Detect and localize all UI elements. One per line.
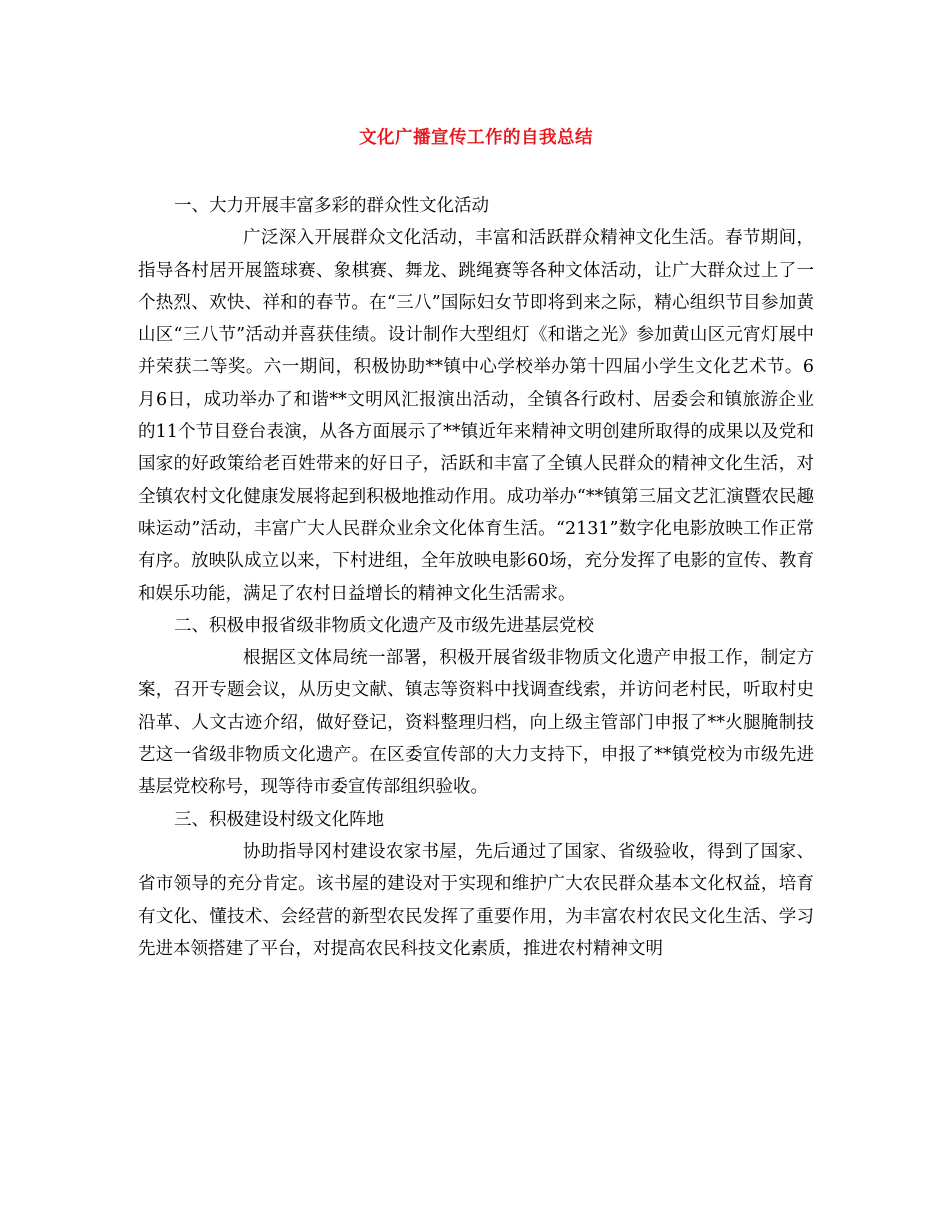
section-heading-3: 三、积极建设村级文化阵地 (174, 809, 384, 830)
section-heading-1: 一、大力开展丰富多彩的群众性文化活动 (174, 196, 489, 216)
section-paragraph-1: 广泛深入开展群众文化活动，丰富和活跃群众精神文化生活。春节期间，指导各村居开展篮球赛、象棋赛、舞龙、跳绳赛等各种文体活动，让广大群众过上了一个热烈、欢快、祥和的春节。在“三八”国际妇女节即将到来之际，精心组织节目参加黄山区“三八节”活动并喜获佳绩。设计制作大型组灯《和谐之光》参加黄山区元宵灯展中并荣获二等奖。六一期间，积极协助**镇中心学校举办第十四届小学生文化艺术节。6月6日，成功举办了和谐**文明风汇报演出活动，全镇各行政村、居委会和镇旅游企业的11个节目登台表演，从各方面展示了**镇近年来精神文明创建所取得的成果以及党和国家的好政策给老百姓带来的好日子，活跃和丰富了全镇人民群众的精神文化生活，对全镇农村文化健康发展将起到积极地推动作用。成功举办“**镇第三届文艺汇演暨农民趣味运动”活动，丰富广大人民群众业余文化体育生活。“2131”数字化电影放映工作正常有序。放映队成立以来，下村进组，全年放映电影60场，充分发挥了电影的宣传、教育和娱乐功能，满足了农村日益增长的精神文化生活需求。 (138, 228, 814, 604)
section-heading-2: 二、积极申报省级非物质文化遗产及市级先进基层党校 (174, 615, 594, 636)
document-body (138, 190, 814, 965)
document-title: 文化广播宣传工作的自我总结 (359, 128, 593, 148)
section-paragraph-2: 根据区文体局统一部署，积极开展省级非物质文化遗产申报工作，制定方案，召开专题会议，从历史文献、镇志等资料中找调查线索，并访问老村民，听取村史沿革、人文古迹介绍，做好登记，资料整理归档，向上级主管部门申报了**火腿腌制技艺这一省级非物质文化遗产。在区委宣传部的大力支持下，申报了**镇党校为市级先进基层党校称号，现等待市委宣传部组织验收。 (138, 648, 814, 798)
section-paragraph-3: 协助指导冈村建设农家书屋，先后通过了国家、省级验收，得到了国家、省市领导的充分肯定。该书屋的建设对于实现和维护广大农民群众基本文化权益，培育有文化、懂技术、会经营的新型农民发挥了重要作用，为丰富农村农民文化生活、学习先进本领搭建了平台，对提高农民科技文化素质，推进农村精神文明 (138, 841, 814, 959)
